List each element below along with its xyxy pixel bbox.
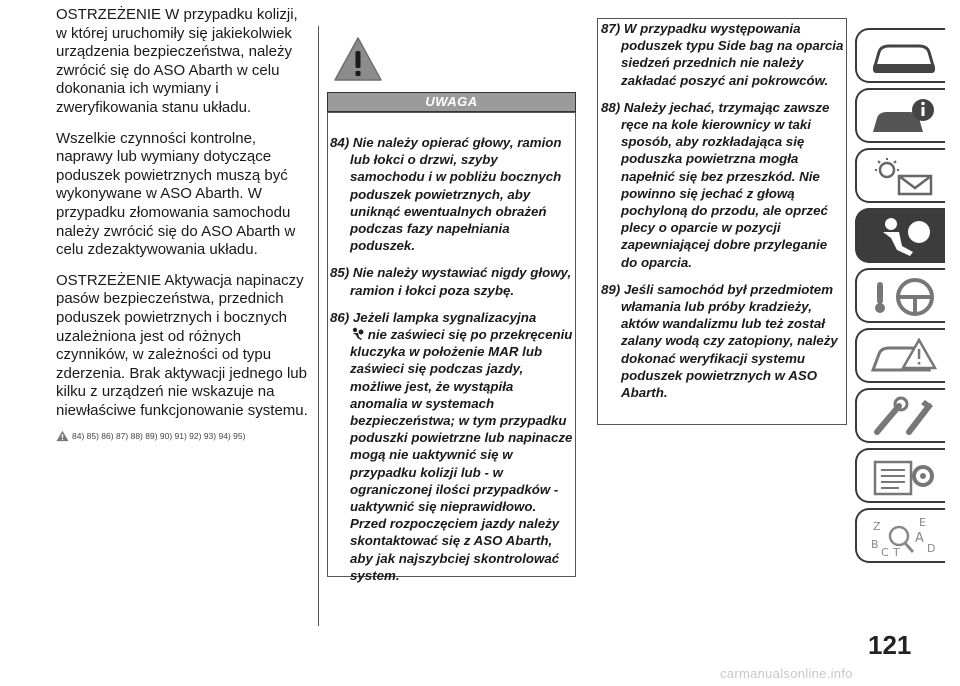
index-letter-c: C	[881, 546, 889, 558]
tab-car-info[interactable]	[855, 88, 945, 143]
footnote-refs-text: 84) 85) 86) 87) 88) 89) 90) 91) 92) 93) 94) 95)	[72, 431, 246, 442]
airbag-safety-icon	[869, 216, 939, 258]
index-letter-a: A	[915, 531, 924, 546]
paragraph-airbag-service: Wszelkie czynności kontrolne, naprawy lub wymiany dotyczące poduszek powietrznych muszą być wykonywane w ASO Abarth. W przypadku złomowania samochodu należy zwrócić się do ASO Abarth w celu zdezaktywowania układu.	[56, 129, 296, 259]
tab-lights[interactable]	[855, 148, 945, 203]
tab-maintenance[interactable]	[855, 388, 945, 443]
note-88: 88) Należy jechać, trzymając zawsze ręce na kole kierownicy w taki sposób, aby rozkładająca się poduszka powietrzna mogła napełnić się bez przeszkód. Nie powinno się jechać z głową pochyloną do przodu, ale oprzeć plecy o oparcie w pozycji zapewniającej dobre przyleganie do oparcia.	[601, 99, 830, 270]
paragraph-pretensioner-activation: OSTRZEŻENIE Aktywacja napinaczy pasów bezpieczeństwa, przednich poduszek powietrznych i bocznych uzależniona jest od różnych czynników, w zależności od typu zderzenia. Brak aktywacji jednego lub kilku z urządzeń nie wskazuje na niewłaściwe funkcjonowanie systemu.	[56, 271, 308, 419]
small-warning-icon	[56, 430, 69, 442]
airbag-warning-lamp-icon	[350, 327, 364, 341]
index-letter-z: Z	[873, 520, 881, 533]
emergency-car-icon	[869, 336, 939, 378]
index-icon	[869, 516, 939, 558]
car-dashboard-icon	[869, 36, 939, 78]
watermark: carmanualsonline.info	[720, 666, 853, 681]
starting-driving-icon	[869, 276, 939, 318]
index-letter-d: D	[927, 542, 936, 555]
technical-data-icon	[869, 456, 939, 498]
maintenance-tools-icon	[869, 396, 939, 438]
note-87: 87) W przypadku występowania poduszek typu Side bag na oparcia siedzeń przednich nie należy zakładać poszyć ani pokrowców.	[601, 21, 844, 88]
warning-triangle-icon	[333, 36, 383, 82]
note-84: 84) Nie należy opierać głowy, ramion lub łokci o drzwi, szyby samochodu i w pobliżu bocznych poduszek powietrznych, aby uniknąć ewentualnych obrażeń podczas fazy napełniania poduszek.	[330, 135, 562, 254]
page-number: 121	[868, 630, 912, 660]
tab-starting-driving[interactable]	[855, 268, 945, 323]
index-letter-t: T	[893, 546, 900, 558]
note-86-text: nie zaświeci się po przekręceniu kluczyka w położenie MAR lub zaświeci się podczas jazdy, możliwe jest, że wystąpiła anomalia w systemach bezpieczeństwa; w tym przypadku poduszki powietrzne lub napinacze mogą nie uaktywnić się w przypadku kolizji lub - w ograniczonej ilości przypadków - uaktywnić się nieprawidłowo. Przed rozpoczęciem jazdy należy skontaktować się z ASO Abarth, aby jak najszybciej skontrolować system.	[350, 327, 573, 583]
column-divider-left	[318, 26, 319, 626]
footnote-references	[56, 430, 310, 442]
tab-index[interactable]	[855, 508, 945, 563]
note-85: 85) Nie należy wystawiać nigdy głowy, ramion i łokci poza szybę.	[330, 265, 572, 298]
right-notes	[601, 20, 844, 411]
lights-warning-icon	[869, 156, 939, 198]
note-86-prefix: 86) Jeżeli lampka sygnalizacyjna	[330, 309, 537, 325]
note-89: 89) Jeśli samochód był przedmiotem włamania lub próby kradzieży, aktów wandalizmu lub też został zalany wodą czy zatopiony, należy dokonać weryfikacji systemu poduszek powietrznych w ASO Abarth.	[601, 281, 838, 401]
index-letter-e: E	[919, 516, 926, 529]
car-info-icon	[869, 96, 939, 138]
tab-technical-data[interactable]	[855, 448, 945, 503]
tab-dashboard[interactable]	[855, 28, 945, 83]
note-86	[330, 309, 574, 584]
tab-safety[interactable]	[855, 208, 945, 263]
tab-emergency[interactable]	[855, 328, 945, 383]
left-column	[56, 6, 310, 442]
warning-notes	[330, 134, 574, 594]
paragraph-airbag-replacement: OSTRZEŻENIE W przypadku kolizji, w której uruchomiły się jakiekolwiek urządzenia bezpieczeństwa, należy zwrócić się do ASO Abarth w celu dokonania ich wymiany i zweryfikowania stanu układu.	[56, 6, 298, 116]
index-letter-b: B	[871, 538, 879, 551]
warning-heading: UWAGA	[327, 92, 576, 112]
